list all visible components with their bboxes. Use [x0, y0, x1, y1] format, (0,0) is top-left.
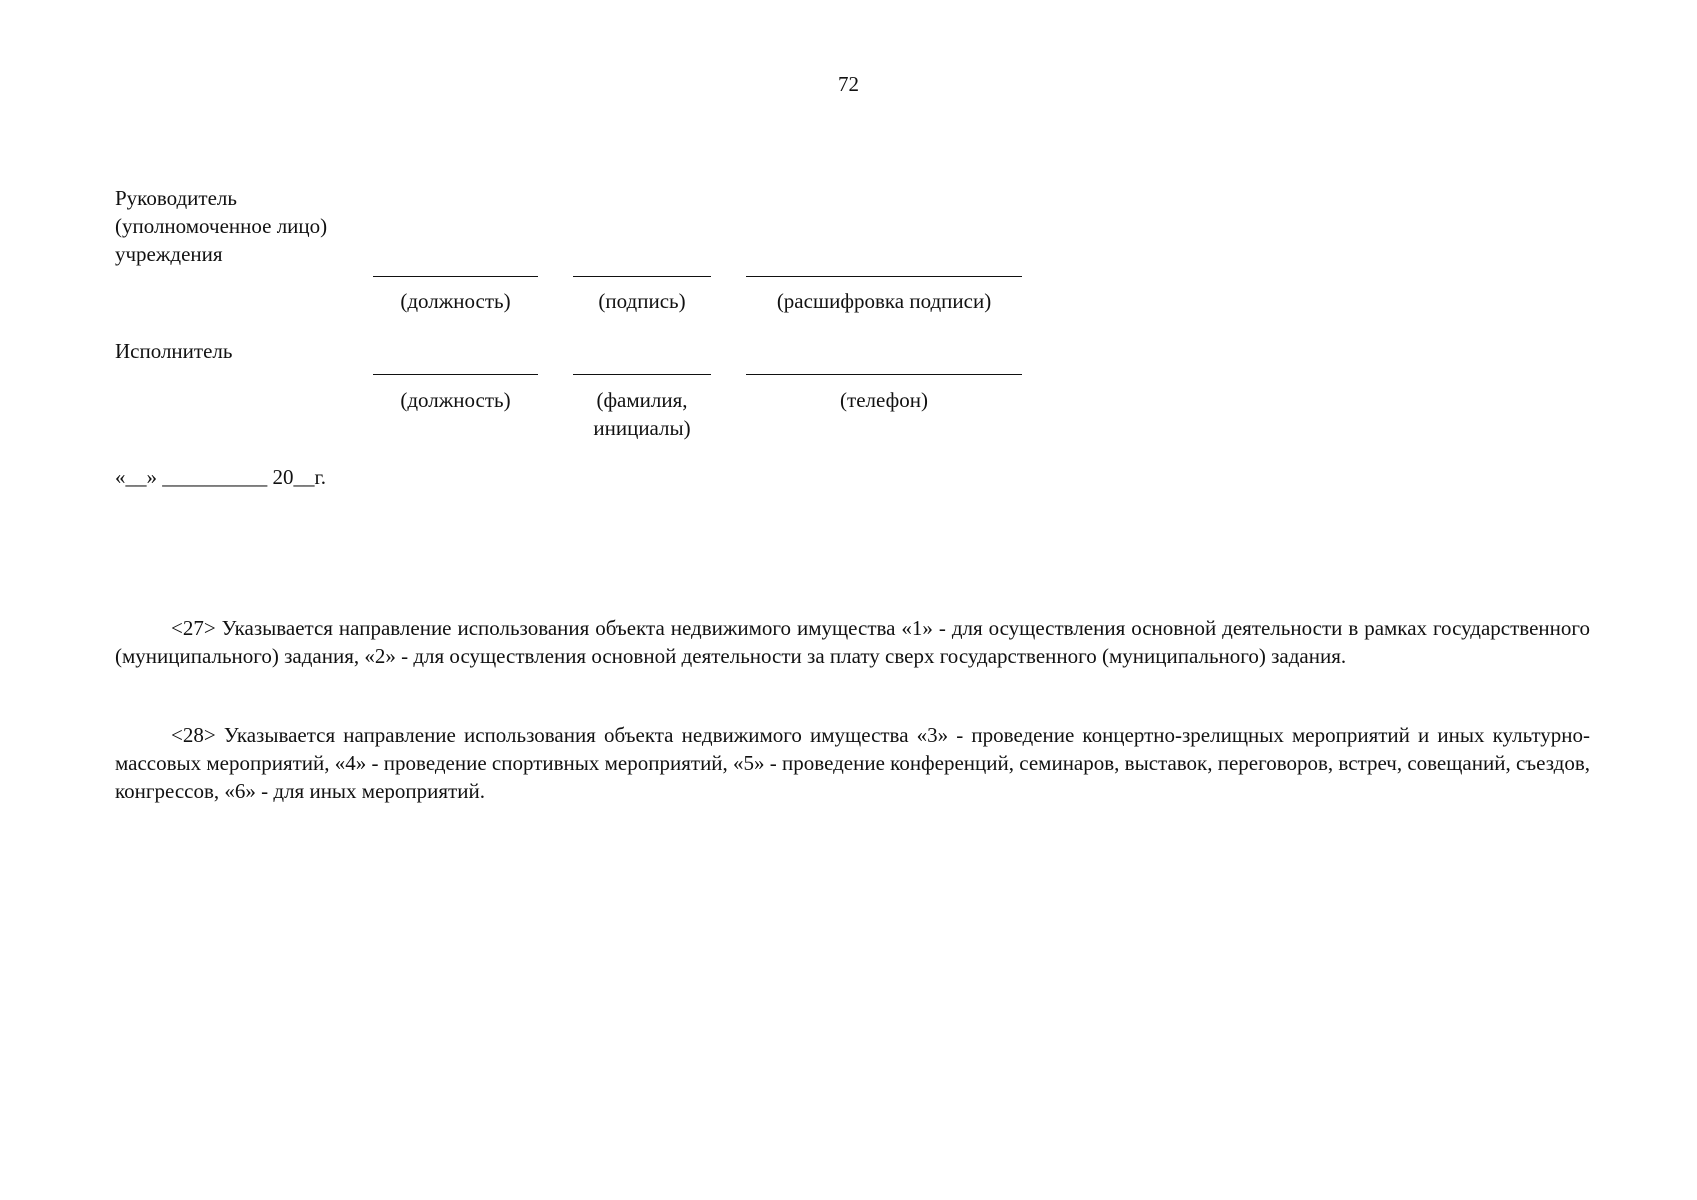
- head-position-caption: (должность): [400, 289, 511, 313]
- executor-label: Исполнитель: [115, 339, 233, 363]
- executor-name-caption-line1: (фамилия,: [596, 388, 688, 412]
- executor-phone-caption: (телефон): [840, 388, 928, 412]
- head-label-line1: Руководитель: [115, 186, 237, 210]
- head-label-line2: (уполномоченное лицо): [115, 214, 328, 238]
- head-position-line: [373, 276, 538, 277]
- head-signature-caption: (подпись): [598, 289, 686, 313]
- executor-phone-line: [746, 374, 1022, 375]
- page-number: 72: [838, 72, 859, 96]
- date-line: «__» __________ 20__г.: [115, 465, 326, 489]
- footnote-27: <27> Указывается направление использования объекта недвижимого имущества «1» - для осуществления основной деятельности в рамках государственного (муниципального) задания, «2» - для осуществления основной деятельности за плату сверх государственного (муниципального) задания.: [115, 616, 1590, 668]
- head-label-line3: учреждения: [115, 242, 223, 266]
- head-signature-line: [573, 276, 711, 277]
- head-decode-line: [746, 276, 1022, 277]
- executor-name-line: [573, 374, 711, 375]
- executor-position-caption: (должность): [400, 388, 511, 412]
- executor-position-line: [373, 374, 538, 375]
- footnote-28: <28> Указывается направление использования объекта недвижимого имущества «3» - проведение концертно-зрелищных мероприятий и иных культурно-массовых мероприятий, «4» - проведение спортивных мероприятий, «5» - проведение конференций, семинаров, выставок, переговоров, встреч, совещаний, съездов, конгрессов, «6» - для иных мероприятий.: [115, 723, 1590, 803]
- head-decode-caption: (расшифровка подписи): [776, 289, 992, 313]
- executor-name-caption-line2: инициалы): [593, 416, 691, 440]
